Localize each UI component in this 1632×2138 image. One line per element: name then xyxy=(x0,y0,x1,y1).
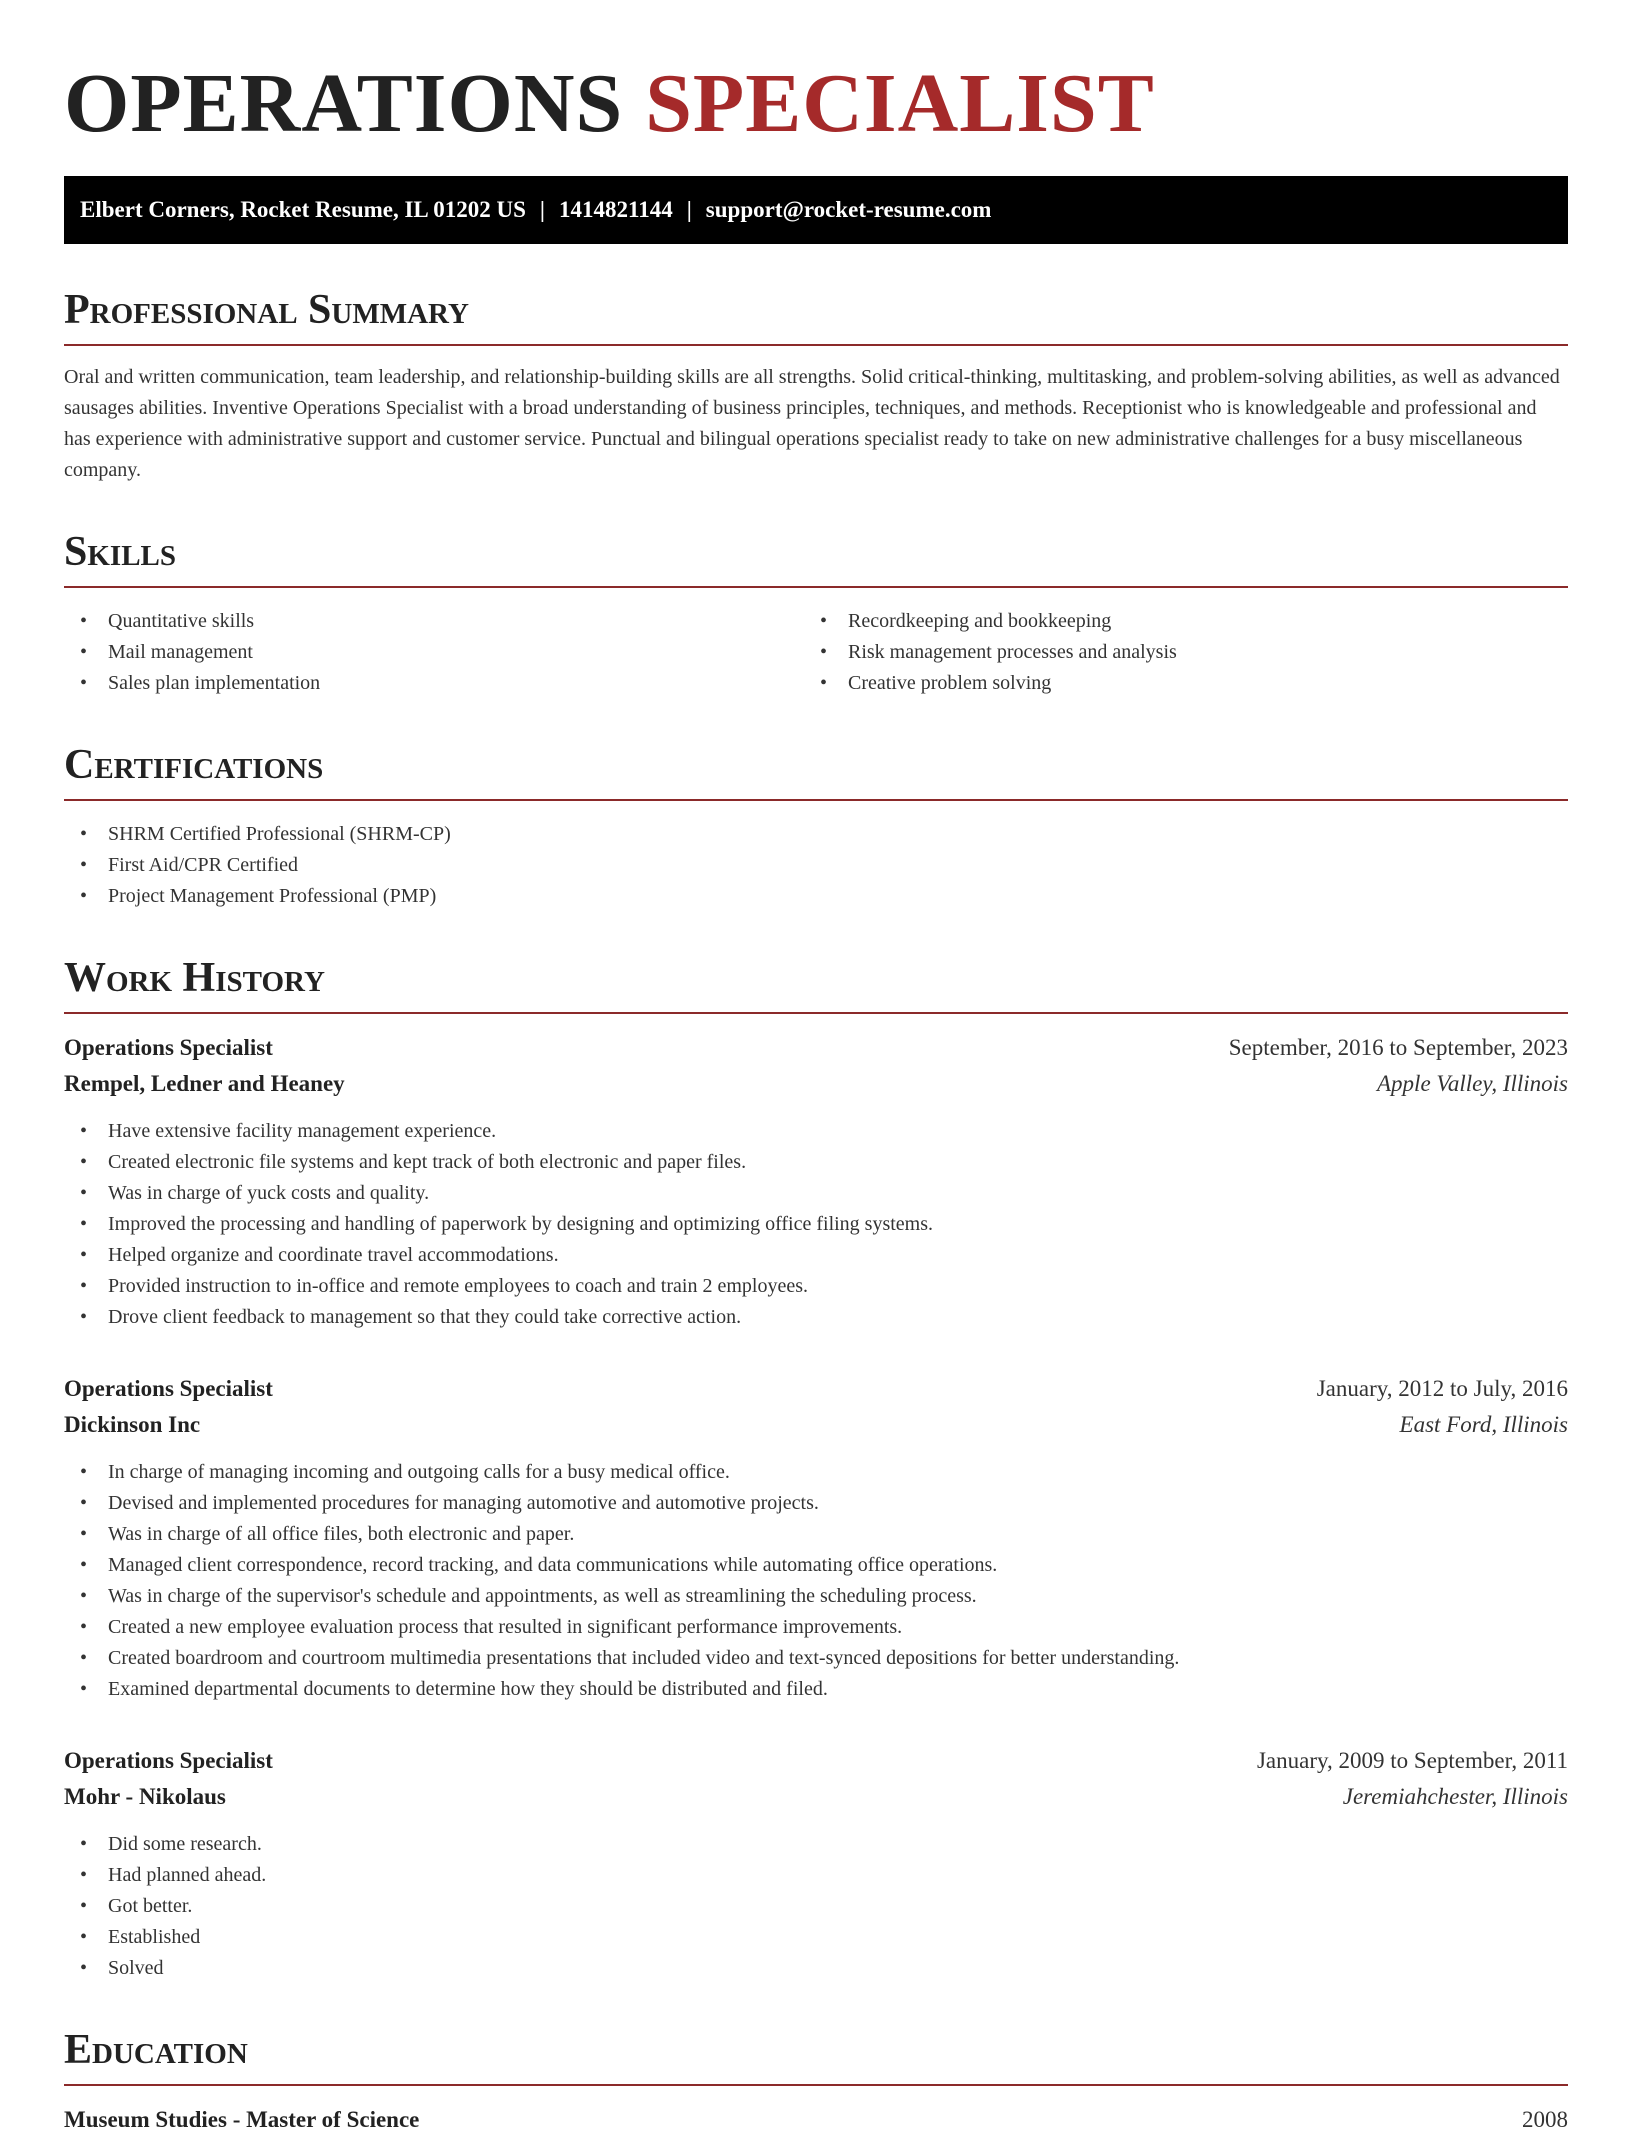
job-title: Operations Specialist xyxy=(64,1035,273,1060)
job-dates: September, 2016 to September, 2023 xyxy=(1228,1035,1568,1060)
education-entry xyxy=(64,2102,1568,2138)
certification-item: • SHRM Certified Professional (SHRM-CP) xyxy=(64,819,1568,850)
job-header-row xyxy=(64,1371,1568,1407)
job-bullet: • Established xyxy=(64,1922,1568,1953)
job-dates: January, 2012 to July, 2016 xyxy=(1316,1376,1568,1401)
contact-phone[interactable]: 1414821144 xyxy=(558,197,673,222)
title-part-2: SPECIALIST xyxy=(645,57,1155,150)
education-year: 2008 xyxy=(1522,2107,1568,2132)
job-bullet: • In charge of managing incoming and outgoing calls for a busy medical office. xyxy=(64,1457,1568,1488)
certifications-list xyxy=(64,819,1568,912)
job-bullet: • Was in charge of the supervisor's schedule and appointments, as well as streamlining the scheduling process. xyxy=(64,1581,1568,1612)
certifications-section xyxy=(64,739,1568,912)
certifications-heading: Certifications xyxy=(64,739,1568,801)
job-company: Rempel, Ledner and Heaney xyxy=(64,1071,345,1096)
job-header-row xyxy=(64,1743,1568,1779)
job-entry xyxy=(64,1371,1568,1705)
job-company-row xyxy=(64,1779,1568,1815)
contact-separator: | xyxy=(686,197,692,222)
job-location: Apple Valley, Illinois xyxy=(1377,1071,1568,1096)
job-bullet: • Devised and implemented procedures for managing automotive and automotive projects. xyxy=(64,1488,1568,1519)
education-section xyxy=(64,2024,1568,2138)
contact-address: Elbert Corners, Rocket Resume, IL 01202 US xyxy=(80,197,526,222)
job-bullet: • Did some research. xyxy=(64,1829,1568,1860)
job-company-row xyxy=(64,1066,1568,1102)
job-header-row xyxy=(64,1030,1568,1066)
skills-grid xyxy=(64,606,1568,699)
skill-item: • Mail management xyxy=(64,637,804,668)
work-history-heading: Work History xyxy=(64,952,1568,1014)
job-bullet: • Created a new employee evaluation process that resulted in significant performance improvements. xyxy=(64,1612,1568,1643)
job-bullet: • Solved xyxy=(64,1953,1568,1984)
skill-item: • Creative problem solving xyxy=(804,668,1544,699)
job-bullets xyxy=(64,1829,1568,1984)
skill-item: • Quantitative skills xyxy=(64,606,804,637)
resume-page xyxy=(64,0,1568,2138)
job-company-row xyxy=(64,1407,1568,1443)
job-bullet: • Examined departmental documents to determine how they should be distributed and filed. xyxy=(64,1674,1568,1705)
skill-item: • Recordkeeping and bookkeeping xyxy=(804,606,1544,637)
job-bullet: • Got better. xyxy=(64,1891,1568,1922)
job-bullet: • Was in charge of yuck costs and quality. xyxy=(64,1178,1568,1209)
job-bullet: • Created electronic file systems and kept track of both electronic and paper files. xyxy=(64,1147,1568,1178)
skill-item: • Risk management processes and analysis xyxy=(804,637,1544,668)
education-degree: Museum Studies - Master of Science xyxy=(64,2107,420,2132)
job-bullet: • Managed client correspondence, record tracking, and data communications while automating office operations. xyxy=(64,1550,1568,1581)
job-bullet: • Had planned ahead. xyxy=(64,1860,1568,1891)
contact-bar xyxy=(64,176,1568,244)
title-part-1: OPERATIONS xyxy=(64,57,624,150)
job-entry xyxy=(64,1743,1568,1984)
skill-item: • Sales plan implementation xyxy=(64,668,804,699)
job-bullet: • Helped organize and coordinate travel accommodations. xyxy=(64,1240,1568,1271)
job-dates: January, 2009 to September, 2011 xyxy=(1256,1748,1568,1773)
job-title: Operations Specialist xyxy=(64,1376,273,1401)
skills-heading: Skills xyxy=(64,526,1568,588)
job-entry xyxy=(64,1030,1568,1333)
job-location: East Ford, Illinois xyxy=(1399,1412,1568,1437)
job-bullet: • Was in charge of all office files, both electronic and paper. xyxy=(64,1519,1568,1550)
contact-separator: | xyxy=(539,197,545,222)
job-bullet: • Provided instruction to in-office and remote employees to coach and train 2 employees. xyxy=(64,1271,1568,1302)
job-company: Dickinson Inc xyxy=(64,1412,201,1437)
job-bullet: • Drove client feedback to management so that they could take corrective action. xyxy=(64,1302,1568,1333)
job-location: Jeremiahchester, Illinois xyxy=(1342,1784,1568,1809)
resume-title xyxy=(64,54,1568,154)
work-history-section xyxy=(64,952,1568,1984)
job-title: Operations Specialist xyxy=(64,1748,273,1773)
contact-email[interactable]: support@rocket-resume.com xyxy=(705,197,992,222)
job-bullet: • Improved the processing and handling of paperwork by designing and optimizing office filing systems. xyxy=(64,1209,1568,1240)
certification-item: • First Aid/CPR Certified xyxy=(64,850,1568,881)
summary-text: Oral and written communication, team leadership, and relationship-building skills are all strengths. Solid critical-thinking, multitasking, and problem-solving abilities, as well as advanced sausages abilities. Inventive Operations Specialist with a broad understanding of business principles, techniques, and methods. Receptionist who is knowledgeable and professional and has experience with administrative support and customer service. Punctual and bilingual operations specialist ready to take on new administrative challenges for a busy miscellaneous company. xyxy=(64,366,1560,481)
certification-item: • Project Management Professional (PMP) xyxy=(64,881,1568,912)
job-bullets xyxy=(64,1116,1568,1333)
skills-section xyxy=(64,526,1568,699)
skills-list-right xyxy=(804,606,1544,699)
job-bullet: • Created boardroom and courtroom multimedia presentations that included video and text-synced depositions for better understanding. xyxy=(64,1643,1568,1674)
skills-list-left xyxy=(64,606,804,699)
summary-section xyxy=(64,284,1568,486)
summary-heading: Professional Summary xyxy=(64,284,1568,346)
job-bullet: • Have extensive facility management experience. xyxy=(64,1116,1568,1147)
education-row xyxy=(64,2102,1568,2138)
job-bullets xyxy=(64,1457,1568,1705)
education-heading: Education xyxy=(64,2024,1568,2086)
job-company: Mohr - Nikolaus xyxy=(64,1784,226,1809)
